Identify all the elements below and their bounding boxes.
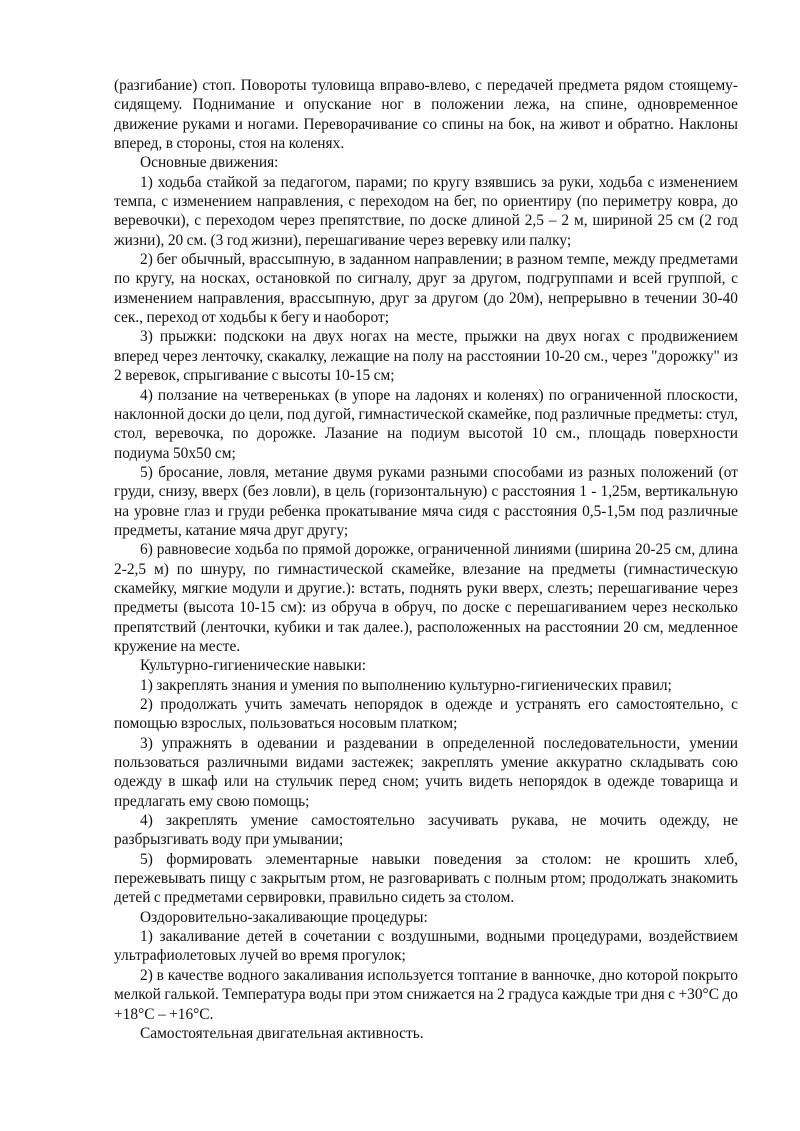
heading-independent-activity: Самостоятельная двигательная активность. [140,1024,424,1042]
list-item-hygiene-5: 5) формировать элементарные навыки поведения за столом: не крошить хлеб, пережевывать пищу с закрытым ртом, не разговаривать с полным ртом; продолжать знакомить детей с предметами сервировки, правильно сидеть за столом. [114,850,738,907]
list-item-walking: 1) ходьба стайкой за педагогом, парами; по кругу взявшись за руки, ходьба с изменением темпа, с изменением направления, с переходом на бег, по ориентиру (по периметру ковра, до веревочки), с переходом через препятствие, по доске длиной 2,5 – 2 м, шириной 25 см (2 год жизни), 20 см. (3 год жизни), перешагивание через веревку или палку; [114,173,738,249]
heading-hardening-procedures: Оздоровительно-закаливающие процедуры: [140,908,428,926]
list-item-throwing: 5) бросание, ловля, метание двумя руками разными способами из разных положений (от груди, снизу, вверх (без ловли), в цель (горизонтальную) с расстояния 1 - 1,25м, вертикальную на уровне глаз и груди ребенка прокатывание мяча сидя с расстояния 0,5-1,5м под различные предметы, катание мяча друг другу; [114,463,738,539]
list-item-running: 2) бег обычный, врассыпную, в заданном направлении; в разном темпе, между предметами по кругу, на носках, остановкой по сигналу, друг за другом, подгруппами и всей группой, с изменением направления, врассыпную, друг за другом (до 20м), непрерывно в течении 30-40 сек., переход от ходьбы к бегу и наоборот; [114,251,738,327]
list-item-jumping: 3) прыжки: подскоки на двух ногах на месте, прыжки на двух ногах с продвижением вперед через ленточку, скакалку, лежащие на полу на расстоянии 10-20 см., через "дорожку" из 2 веревок, спрыгивание с высоты 10-15 см; [114,328,738,385]
list-item-hygiene-2: 2) продолжать учить замечать непорядок в одежде и устранять его самостоятельно, с помощью взрослых, пользоваться носовым платком; [114,696,738,733]
list-item-hygiene-4: 4) закреплять умение самостоятельно засучивать рукава, не мочить одежду, не разбрызгивать воду при умывании; [114,812,738,849]
list-item-balance: 6) равновесие ходьба по прямой дорожке, ограниченной линиями (ширина 20-25 см, длина 2-2,5 м) по шнуру, по гимнастической скамейке, влезание на предметы (гимнастическую скамейку, мягкие модули и другие.): встать, поднять руки вверх, слезть; перешагивание через предметы (высота 10-15 см): из обруча в обруч, по доске с перешагиванием через несколько препятствий (ленточки, кубики и так далее.), расположенных на расстоянии 20 см, медленное кружение на месте. [114,541,738,655]
list-item-hardening-1: 1) закаливание детей в сочетании с воздушными, водными процедурами, воздействием ультрафиолетовых лучей во время прогулок; [114,928,738,965]
heading-basic-movements: Основные движения: [140,154,279,172]
paragraph-continuation: (разгибание) стоп. Повороты туловища вправо-влево, с передачей предмета рядом стоящему-сидящему. Поднимание и опускание ног в положении лежа, на спине, одновременное движение руками и ногами. Переворачивание со спины на бок, на живот и обратно. Наклоны вперед, в стороны, стоя на коленях. [114,77,738,153]
list-item-crawling: 4) ползание на четвереньках (в упоре на ладонях и коленях) по ограниченной плоскости, наклонной доски до цели, под дугой, гимнастической скамейке, под различные предметы: стул, стол, веревочка, по дорожке. Лазание на подиум высотой 10 см., площадь поверхности подиума 50х50 см; [114,386,738,462]
heading-hygiene-skills: Культурно-гигиенические навыки: [140,657,367,675]
list-item-hygiene-1: 1) закреплять знания и умения по выполнению культурно-гигиенических правил; [140,676,672,694]
list-item-hygiene-3: 3) упражнять в одевании и раздевании в определенной последовательности, умении пользоваться различными видами застежек; закреплять умение аккуратно складывать сою одежду в шкаф или на стульчик перед сном; учить видеть непорядок в одежде товарища и предлагать ему свою помощь; [114,734,738,810]
document-body [114,76,738,1043]
list-item-hardening-2: 2) в качестве водного закаливания используется топтание в ванночке, дно которой покрыто мелкой галькой. Температура воды при этом снижается на 2 градуса каждые три дня с +30°С до +18°С – +16°С. [114,966,738,1023]
